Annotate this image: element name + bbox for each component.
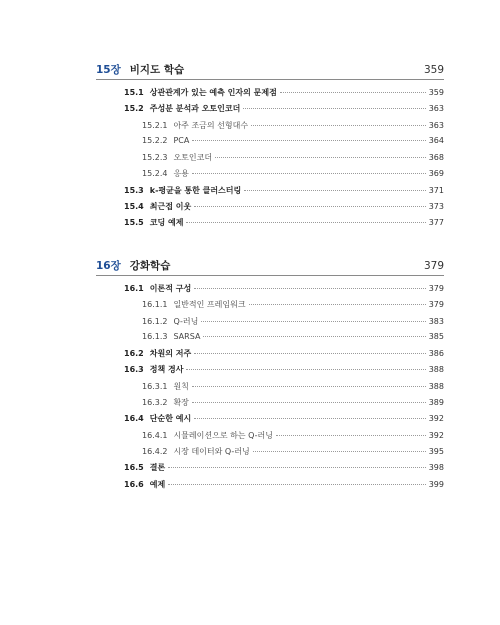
toc-subsection [124,136,444,152]
section-title: k-평균을 통한 클러스터링 [149,185,242,195]
section-title: 결론 [149,463,166,473]
section-page: 368 [428,153,444,163]
dot-leader [168,484,426,485]
section-title: 차원의 저주 [149,349,192,359]
section-page: 363 [428,104,444,114]
toc-subsection [124,332,444,348]
toc-section [124,462,444,478]
section-number: 16.6 [124,479,144,489]
section-title: 코딩 예제 [149,218,184,228]
section-title: 최근접 이웃 [149,202,192,212]
dot-leader [251,125,426,126]
dot-leader [186,369,425,370]
toc-section [124,185,444,201]
section-number: 15.4 [124,202,144,212]
toc-section [124,348,444,364]
section-page: 392 [428,414,444,424]
chapter-title: 비지도 학습 [129,64,185,76]
section-page: 395 [428,446,444,456]
section-number: 16.5 [124,463,144,473]
dot-leader [276,435,426,436]
section-page: 388 [428,381,444,391]
dot-leader [192,402,426,403]
toc-section [124,217,444,233]
toc-subsection [124,120,444,136]
section-title: 상관관계가 있는 예측 인자의 문제점 [149,88,277,97]
section-number: 16.4 [124,414,144,424]
section-page: 399 [428,479,444,489]
section-number: 16.3 [124,365,144,375]
section-number: 15.2.1 [142,120,168,130]
section-page: 379 [428,300,444,310]
section-number: 15.2 [124,104,144,114]
section-title: 정책 경사 [149,365,184,375]
section-number: 15.3 [124,185,144,195]
chapter-number: 15장 [96,64,121,76]
toc-section [124,87,444,103]
chapter-title: 강화학습 [129,260,171,272]
toc-subsection [124,397,444,413]
dot-leader [194,418,426,419]
section-title: 일반적인 프레임워크 [173,300,246,310]
dot-leader [186,222,425,223]
section-number: 16.1.1 [142,300,168,310]
section-title: SARSA [173,331,201,341]
toc-entry-list [124,87,444,234]
dot-leader [194,353,426,354]
dot-leader [244,190,425,191]
section-title: PCA [173,135,190,145]
section-title: Q-러닝 [173,316,199,326]
section-number: 16.3.2 [142,398,168,408]
toc-subsection [124,152,444,168]
section-title: 단순한 예시 [149,414,192,424]
section-number: 16.1 [124,284,144,293]
section-page: 371 [428,185,444,195]
section-title: 이론적 구성 [149,284,192,293]
section-title: 시뮬레이션으로 하는 Q-러닝 [173,430,273,440]
toc-subsection [124,381,444,397]
dot-leader [215,157,426,158]
section-page: 363 [428,120,444,130]
section-page: 383 [428,316,444,326]
chapter-heading [96,258,444,276]
section-number: 16.4.1 [142,430,168,440]
section-number: 15.2.4 [142,169,168,179]
dot-leader [201,321,425,322]
dot-leader [192,386,426,387]
toc-section [124,201,444,217]
dot-leader [243,108,425,109]
toc-section [124,413,444,429]
dot-leader [249,304,426,305]
section-title: 응용 [173,169,189,179]
toc-entry-list [124,283,444,495]
section-number: 15.5 [124,218,144,228]
toc-subsection [124,430,444,446]
toc-section [124,364,444,380]
chapter-number: 16장 [96,260,121,272]
dot-leader [192,173,426,174]
section-page: 389 [428,398,444,408]
chapter-heading [96,62,444,80]
section-title: 확장 [173,398,189,408]
section-title: 오토인코더 [173,153,213,163]
toc-section [124,479,444,495]
chapter-page: 379 [423,260,444,272]
toc-subsection [124,168,444,184]
section-page: 373 [428,202,444,212]
dot-leader [280,92,426,93]
section-number: 16.1.3 [142,331,168,341]
section-number: 15.2.3 [142,153,168,163]
section-page: 377 [428,218,444,228]
section-page: 388 [428,365,444,375]
toc-subsection [124,446,444,462]
section-number: 15.1 [124,88,144,97]
section-title: 아주 조금의 선형대수 [173,120,249,130]
section-page: 392 [428,430,444,440]
section-number: 16.4.2 [142,446,168,456]
toc-subsection [124,299,444,315]
toc-subsection [124,316,444,332]
section-title: 주성분 분석과 오토인코더 [149,104,241,114]
toc-section [124,283,444,299]
section-title: 원칙 [173,381,189,391]
chapter-page: 359 [423,64,444,76]
section-number: 15.2.2 [142,135,168,145]
section-page: 398 [428,463,444,473]
toc-section [124,103,444,119]
dot-leader [194,288,426,289]
section-page: 386 [428,349,444,359]
dot-leader [168,467,426,468]
dot-leader [203,336,425,337]
section-number: 16.2 [124,349,144,359]
section-page: 364 [428,135,444,145]
section-title: 시장 데이터와 Q-러닝 [173,446,250,456]
dot-leader [192,140,425,141]
dot-leader [253,451,426,452]
section-page: 359 [428,88,444,97]
section-title: 예제 [149,479,166,489]
dot-leader [194,206,426,207]
section-page: 385 [428,331,444,341]
section-number: 16.1.2 [142,316,168,326]
section-number: 16.3.1 [142,381,168,391]
section-page: 379 [428,284,444,293]
section-page: 369 [428,169,444,179]
